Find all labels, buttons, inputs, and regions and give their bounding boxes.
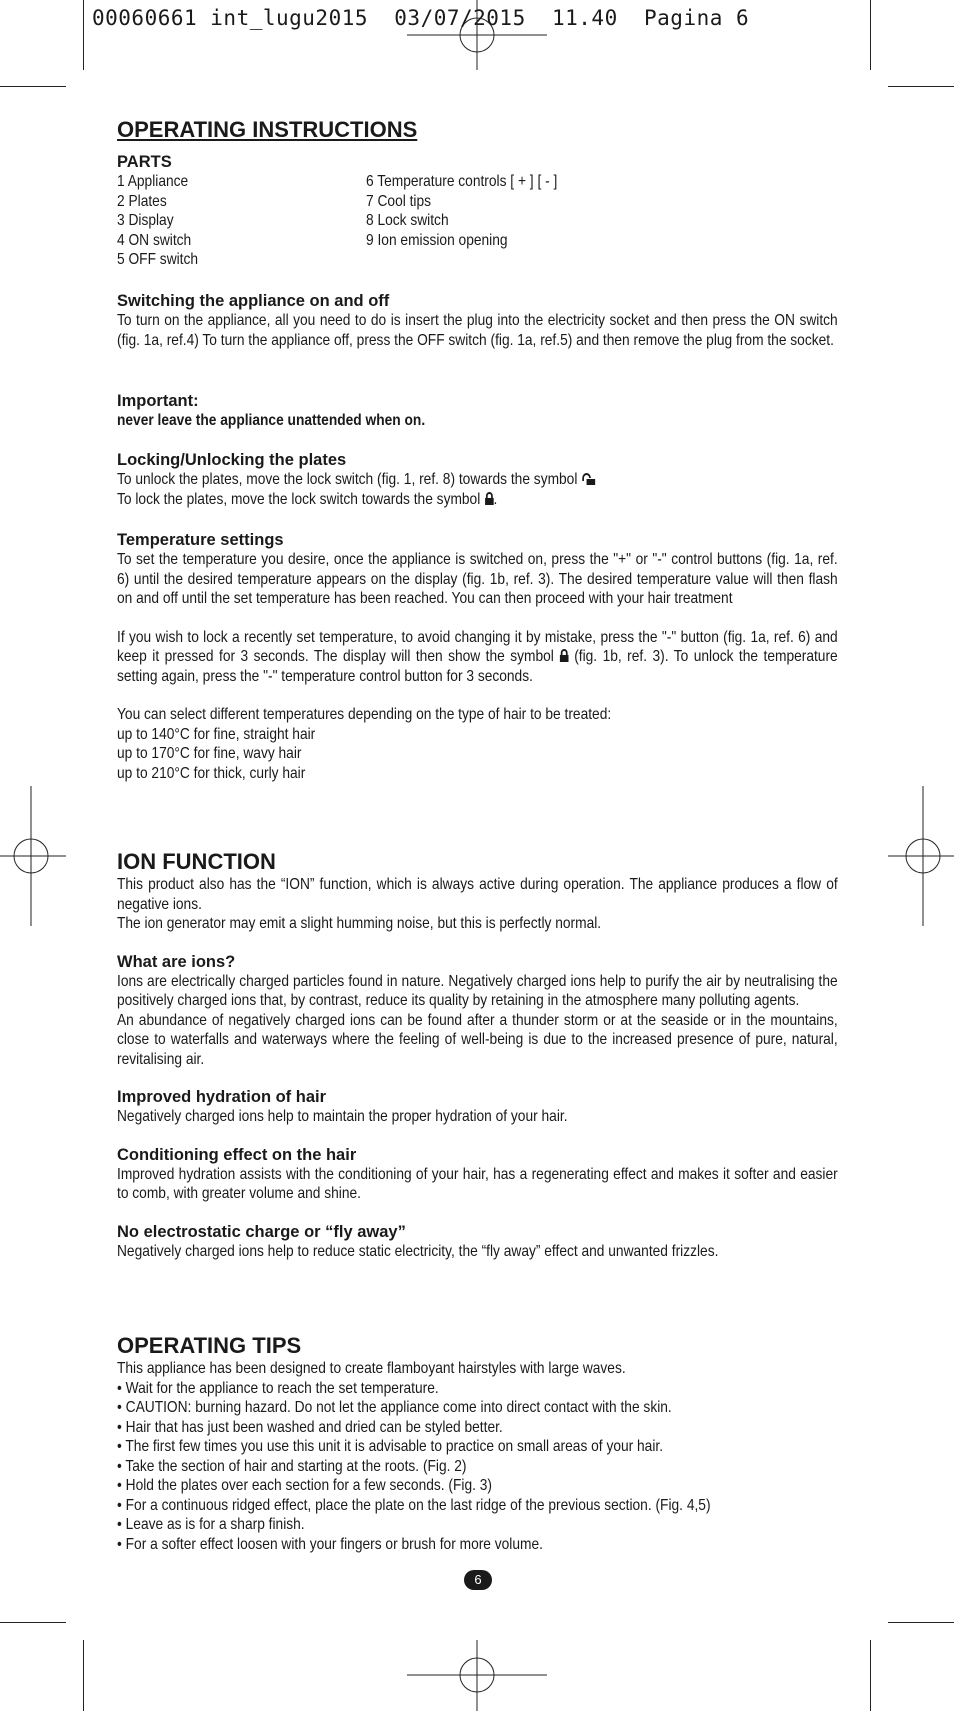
paragraph: An abundance of negatively charged ions can be found after a thunder storm or at the seaside or in the mountains, close to waterfalls and waterways where the feeling of well-being is due to the increased presence of pure, natural, revitalising air. (117, 1011, 838, 1068)
tips-section (117, 1333, 838, 1554)
list-item: up to 170°C for fine, wavy hair (117, 745, 302, 762)
section-heading: Locking/Unlocking the plates (117, 451, 347, 469)
section-heading: Important: (117, 392, 199, 410)
paragraph: The ion generator may emit a slight humming noise, but this is perfectly normal. (117, 915, 602, 932)
list-item: 2 Plates (117, 192, 167, 210)
list-item: 3 Display (117, 212, 174, 229)
section-heading: Switching the appliance on and off (117, 292, 390, 310)
parts-section (117, 153, 838, 268)
temperature-unlock-text: (fig. 1b, ref. 3). To unlock the temperature setting again, press the "-" temperature control button for 3 seconds. (117, 648, 838, 685)
list-item: 9 Ion emission opening (366, 231, 508, 249)
tips-list (117, 1379, 737, 1555)
switching-section (117, 292, 838, 350)
page-number-badge: 6 (464, 1570, 492, 1590)
list-item: • Leave as is for a sharp finish. (117, 1515, 737, 1535)
section-heading: Conditioning effect on the hair (117, 1145, 357, 1164)
lock-icon (484, 491, 493, 503)
section-heading: What are ions? (117, 952, 236, 971)
print-header: 00060661 int_lugu2015 03/07/2015 11.40 Pagina 6 (92, 6, 750, 30)
paragraph: Improved hydration assists with the conditioning of your hair, has a regenerating effect and makes it softer and easier to comb, with greater volume and shine. (117, 1165, 838, 1202)
section-title: ION FUNCTION (117, 849, 276, 874)
lock-text: To lock the plates, move the lock switch towards the symbol (117, 490, 481, 508)
list-item: 4 ON switch (117, 231, 192, 249)
paragraph: To set the temperature you desire, once the appliance is switched on, press the "+" or "-" control buttons (fig. 1a, ref. 6) until the desired temperature appears on the display (fig. 1b, ref. 3). The desired temperature value will then flash on and off until the set temperature has been reached. You can then proceed with your hair treatment (117, 551, 838, 607)
locking-section (117, 451, 838, 509)
list-item: 1 Appliance (117, 173, 189, 190)
unlock-icon (581, 471, 590, 483)
paragraph (117, 628, 838, 687)
section-heading: No electrostatic charge or “fly away” (117, 1222, 406, 1241)
paragraph: To turn on the appliance, all you need to do is insert the plug into the electricity socket and then press the ON switch (fig. 1a, ref.4) To turn the appliance off, press the OFF switch (fig. 1a, ref.5) and then remove the plug from the socket. (117, 312, 838, 349)
parts-list-right (366, 172, 557, 250)
parts-heading: PARTS (117, 153, 172, 171)
paragraph: Ions are electrically charged particles found in nature. Negatively charged ions help to purify the air by neutralising the positively charged ions that, by contrast, reduce its quality by retaining in the atmosphere many polluting agents. (117, 972, 838, 1009)
temperature-section (117, 531, 838, 783)
list-item: up to 140°C for fine, straight hair (117, 725, 316, 743)
list-item: • Hair that has just been washed and dried can be styled better. (117, 1418, 737, 1438)
lock-icon (559, 648, 568, 660)
paragraph: This product also has the “ION” function, which is always active during operation. The appliance produces a flow of negative ions. (117, 876, 838, 913)
list-item: • Take the section of hair and starting at the roots. (Fig. 2) (117, 1457, 737, 1477)
section-title: OPERATING TIPS (117, 1333, 302, 1358)
list-item: • The first few times you use this unit it is advisable to practice on small areas of your hair. (117, 1437, 737, 1457)
paragraph: You can select different temperatures depending on the type of hair to be treated: (117, 706, 612, 723)
list-item: • Hold the plates over each section for a few seconds. (Fig. 3) (117, 1476, 737, 1496)
page-title: OPERATING INSTRUCTIONS (117, 117, 418, 142)
temperature-lock-text: If you wish to lock a recently set temperature, to avoid changing it by mistake, press the "-" button (fig. 1a, ref. 6) and keep it pressed for 3 seconds. The display will then show the symbol (117, 628, 838, 665)
paragraph: This appliance has been designed to create flamboyant hairstyles with large waves. (117, 1360, 626, 1377)
unlock-text: To unlock the plates, move the lock switch (fig. 1, ref. 8) towards the symbol (117, 471, 578, 488)
important-section (117, 392, 838, 431)
list-item: up to 210°C for thick, curly hair (117, 764, 306, 782)
list-item: 5 OFF switch (117, 251, 199, 268)
ion-section (117, 849, 838, 1261)
list-item: • For a continuous ridged effect, place the plate on the last ridge of the previous section. (Fig. 4,5) (117, 1496, 737, 1516)
list-item: • CAUTION: burning hazard. Do not let the appliance come into direct contact with the skin. (117, 1398, 737, 1418)
important-warning: never leave the appliance unattended when on. (117, 412, 426, 429)
list-item: • Wait for the appliance to reach the set temperature. (117, 1379, 737, 1399)
paragraph: Negatively charged ions help to maintain the proper hydration of your hair. (117, 1108, 568, 1125)
section-heading: Temperature settings (117, 531, 284, 549)
list-item: 7 Cool tips (366, 192, 432, 210)
parts-list-left (117, 172, 198, 270)
section-heading: Improved hydration of hair (117, 1088, 327, 1106)
paragraph (117, 470, 737, 490)
paragraph: To lock the plates, move the lock switch towards the symbol . (117, 490, 498, 508)
list-item: 8 Lock switch (366, 212, 449, 229)
list-item: 6 Temperature controls [ + ] [ - ] (366, 173, 558, 190)
paragraph: Negatively charged ions help to reduce static electricity, the “fly away” effect and unwanted frizzles. (117, 1242, 719, 1260)
list-item: • For a softer effect loosen with your fingers or brush for more volume. (117, 1535, 737, 1555)
